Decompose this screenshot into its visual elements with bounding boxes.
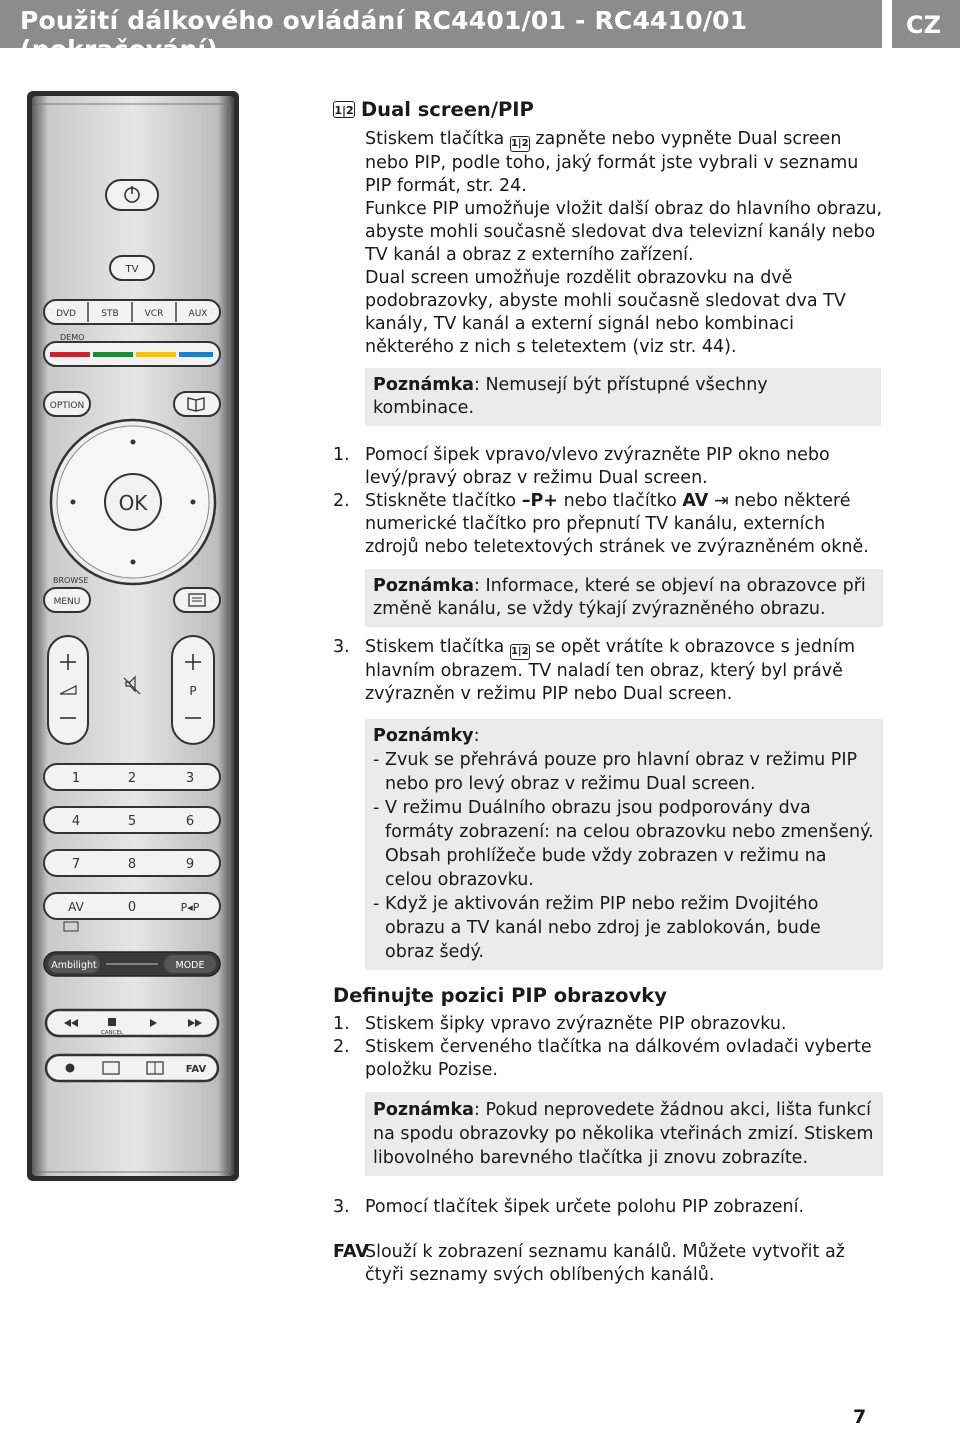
program-rocker [172,636,214,744]
svg-text:6: 6 [185,814,195,829]
ok-label: OK [118,491,148,515]
remote-control-illustration [26,90,240,1182]
red-key [50,352,90,357]
note-1: Poznámka: Nemusejí být přístupné všechny kombinace. [365,368,881,426]
svg-text:2: 2 [127,771,137,786]
ambilight-label: Ambilight [51,960,97,971]
svg-text:P◂P: P◂P [180,901,200,914]
record-icon [66,1064,75,1073]
aux-label: AUX [188,309,208,319]
svg-text:3: 3 [185,771,195,786]
tv-label: TV [125,264,139,275]
vcr-label: VCR [144,309,164,319]
step-3: 3. Stiskem tlačítka 1|2 se opět vrátíte k obrazovce s jedním hlavním obrazem. TV naladí ten obraz, který byl právě zvýrazněn v režimu PIP nebo Dual screen. [333,637,856,704]
stb-label: STB [101,309,119,319]
note-3-item: - Když je aktivován režim PIP nebo režim Dvojitého obrazu a TV kanál nebo zdroj je zablokován, bude obraz šedý. [373,894,821,962]
svg-text:1: 1 [71,771,81,786]
stop-icon [108,1018,116,1026]
tv-button [110,256,154,280]
dvd-label: DVD [56,309,76,319]
paragraph-3: Dual screen umožňuje rozdělit obrazovku na dvě podobrazovky, abyste mohli současně sledovat dva TV kanály, TV kanál a externí signál nebo kombinaci některého z nich s teletextem (viz str. 44). [365,268,846,357]
svg-text:5: 5 [127,814,137,829]
color-keys [44,342,220,366]
svg-text:AV: AV [68,900,84,914]
svg-text:4: 4 [71,814,81,829]
option-button [44,392,90,416]
pip-step-1: 1. Stiskem šipky vpravo zvýrazněte PIP obrazovku. [333,1014,787,1034]
dual-screen-icon: 1|2 [333,101,355,118]
paragraph-2: Funkce PIP umožňuje vložit další obraz do hlavního obrazu, abyste mohli současně sledovat dva televizní kanály nebo TV kanál a obraz z externího zařízení. [365,199,883,265]
program-label: P [189,684,197,698]
dual-screen-icon: 1|2 [510,136,530,152]
note-3-item: - V režimu Duálního obrazu jsou podporovány dva formáty zobrazení: na celou obrazovku nebo zmenšený. Obsah prohlížeče bude vždy zobrazen v režimu na celou obrazovku. [373,798,874,890]
teletext-button [174,588,220,612]
fav-description: FAV Slouží k zobrazení seznamu kanálů. Můžete vytvořit až čtyři seznamy svých oblíbených kanálů. [333,1242,845,1285]
volume-rocker [48,636,88,744]
demo-label: DEMO [60,333,85,342]
note-3-item: - Zvuk se přehrává pouze pro hlavní obraz v režimu PIP nebo pro levý obraz v režimu Dual screen. [373,750,858,794]
svg-text:7: 7 [71,857,81,872]
paragraph-1: Stiskem tlačítka 1|2 zapněte nebo vypněte Dual screen nebo PIP, podle toho, jaký formát jste vybrali v seznamu PIP formát, str. 24. [365,129,859,196]
section-dual-screen-heading: 1|2 Dual screen/PIP [334,98,534,121]
svg-text:MENU: MENU [53,597,81,607]
text-column [333,98,883,1287]
blue-key [179,352,213,357]
language-code: CZ [906,11,942,39]
bottom-buttons [46,1055,218,1081]
navigation-ring [51,420,215,584]
fav-label: FAV [185,1064,207,1075]
header-bar [0,0,882,64]
browse-label: BROWSE [53,576,89,585]
green-key [93,352,133,357]
note-2: Poznámka: Informace, které se objeví na obrazovce při změně kanálu, se vždy týkají zvýrazněného obrazu. [365,569,883,627]
language-tab [892,0,960,48]
svg-text:8: 8 [127,857,137,872]
step-2: 2. Stiskněte tlačítko –P+ nebo tlačítko AV ⇥ nebo některé numerické tlačítko pro přepnutí TV kanálu, externích zdrojů nebo teletextových stránek ve zvýrazněném okně. [333,491,869,557]
ambilight-bar [44,952,220,976]
cancel-label: CANCEL [100,1030,124,1036]
pip-step-3: 3. Pomocí tlačítek šipek určete polohu PIP zobrazení. [333,1197,805,1217]
step-1: 1. Pomocí šipek vpravo/vlevo zvýrazněte PIP okno nebo levý/pravý obraz v režimu Dual screen. [333,445,830,488]
svg-text:OPTION: OPTION [49,401,85,411]
svg-text:9: 9 [185,857,195,872]
dual-screen-icon: 1|2 [510,644,530,660]
note-4: Poznámka: Pokud neprovedete žádnou akci, lišta funkcí na spodu obrazovky po několika vteřinách zmizí. Stiskem libovolného barevného tlačítka ji znovu zobrazíte. [365,1092,883,1176]
transport-buttons [46,1010,218,1036]
menu-button [44,588,90,612]
av-source-icon: ⇥ [713,491,729,511]
svg-text:0: 0 [127,900,137,915]
page-title: Použití dálkového ovládání RC4401/01 - RC4410/01 (pokračování) [20,6,748,64]
pip-step-2: 2. Stiskem červeného tlačítka na dálkovém ovladači vyberte položku Pozise. [333,1037,872,1080]
power-button [106,180,158,210]
mode-label: MODE [175,960,205,971]
guide-button [174,392,220,416]
yellow-key [136,352,176,357]
section-pip-position-heading: Definujte pozici PIP obrazovky [333,984,667,1007]
note-3: Poznámky: - Zvuk se přehrává pouze pro hlavní obraz v režimu PIP nebo pro levý obraz v režimu Dual screen. - V režimu Duálního obrazu jsou podporovány dva formáty zobrazení: na celou obrazovku nebo zmenšený. Obsah prohlížeče bude vždy zobrazen v režimu na celou obrazovku. - Když je aktivován režim PIP nebo režim Dvojitého obrazu a TV kanál nebo zdroj je zablokován, bude obraz šedý. [365,719,883,970]
page-number: 7 [853,1406,867,1428]
